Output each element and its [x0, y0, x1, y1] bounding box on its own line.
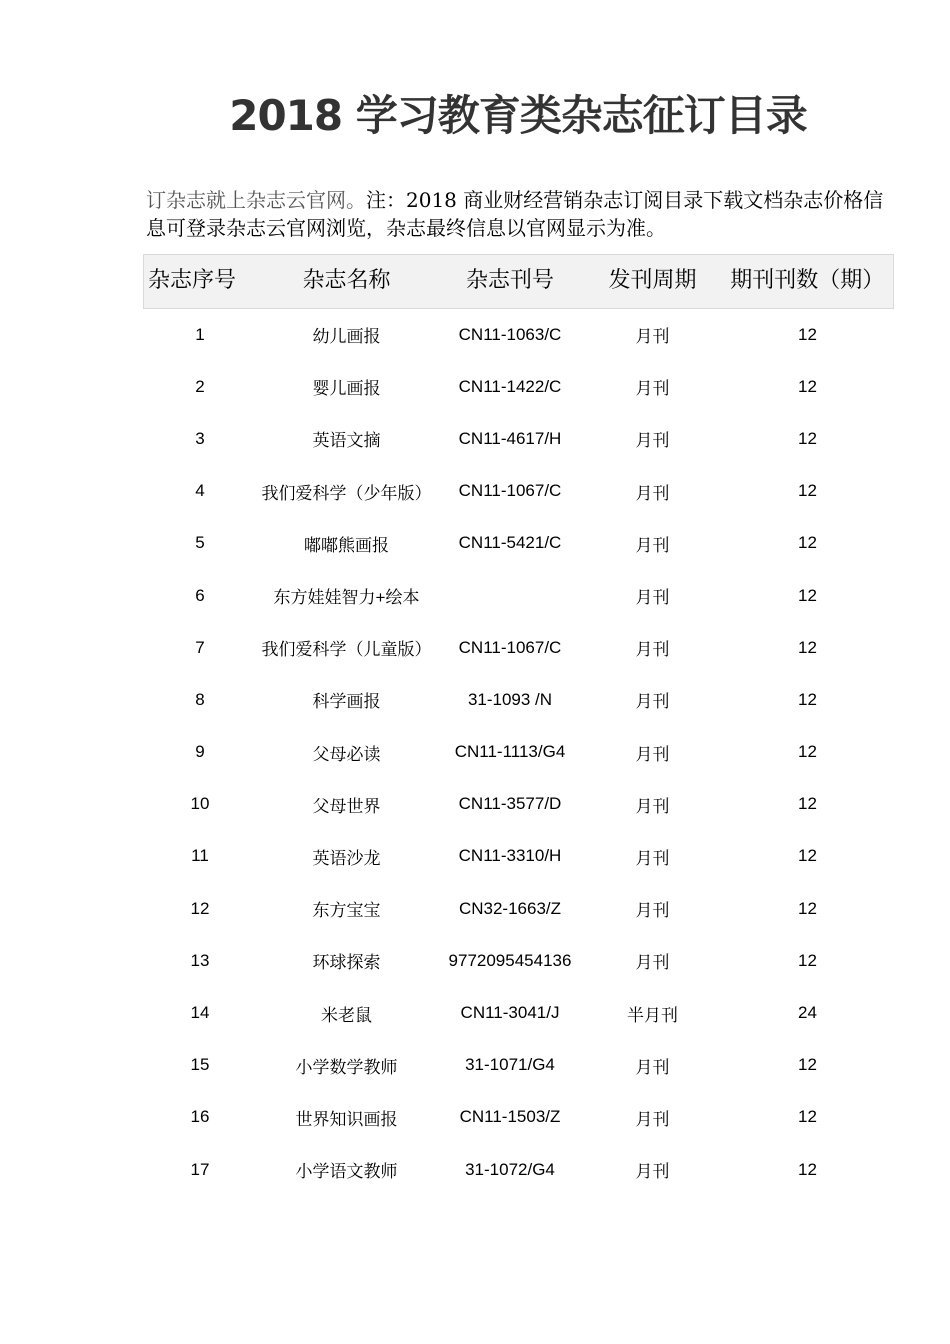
cell-issn: CN11-3310/H: [458, 846, 562, 866]
cell-issue-count: 12: [798, 1159, 817, 1179]
header-publication-cycle: 发刊周期: [584, 255, 722, 309]
table-row: [144, 517, 894, 569]
cell-serial-number: 2: [195, 376, 205, 396]
cell-magazine-name: 东方娃娃智力+绘本: [273, 588, 420, 608]
table-row: [144, 1039, 894, 1091]
cell-magazine-name: 小学语文教师: [295, 1162, 398, 1182]
cell-issn: CN11-3577/D: [458, 794, 562, 814]
cell-serial-number: 7: [195, 637, 205, 657]
cell-serial-number: 3: [195, 428, 205, 448]
page-title: 2018 学习教育类杂志征订目录: [229, 91, 807, 140]
cell-magazine-name: 我们爱科学（儿童版）: [261, 640, 432, 660]
cell-issue-count: 12: [798, 689, 817, 709]
cell-publication-cycle: 月刊: [635, 535, 670, 555]
table-header-row: [144, 255, 894, 309]
table-row: [144, 1144, 894, 1196]
header-magazine-name: 杂志名称: [257, 255, 437, 309]
cell-issn: CN11-1063/C: [458, 324, 562, 344]
cell-issn: 31-1072/G4: [465, 1159, 555, 1179]
cell-issue-count: 12: [798, 376, 817, 396]
cell-serial-number: 5: [195, 533, 205, 553]
table-row: [144, 935, 894, 987]
cell-issn: CN11-1422/C: [458, 376, 562, 396]
cell-magazine-name: 婴儿画报: [312, 379, 381, 399]
intro-note: 注：2018 商业财经营销杂志订阅目录下载文档杂志价格信息可登录杂志云官网浏览，杂志最终信息以官网显示为准。: [146, 188, 884, 240]
cell-serial-number: 12: [190, 898, 210, 918]
cell-issn: CN11-1113/G4: [454, 742, 566, 762]
cell-issue-count: 12: [798, 428, 817, 448]
table-row: [144, 465, 894, 517]
cell-serial-number: 8: [195, 689, 205, 709]
cell-publication-cycle: 月刊: [635, 953, 670, 973]
magazine-table-container: [143, 254, 893, 1196]
cell-issue-count: 12: [798, 324, 817, 344]
header-issue-count: 期刊刊数（期）: [722, 255, 894, 309]
cell-serial-number: 15: [190, 1055, 210, 1075]
cell-issn: CN11-3041/J: [460, 1003, 560, 1023]
cell-issue-count: 12: [798, 846, 817, 866]
cell-issue-count: 12: [798, 1055, 817, 1075]
cell-issue-count: 12: [798, 1107, 817, 1127]
cell-serial-number: 13: [190, 950, 210, 970]
cell-publication-cycle: 月刊: [635, 640, 670, 660]
table-row: [144, 622, 894, 674]
cell-publication-cycle: 月刊: [635, 379, 670, 399]
cell-serial-number: 16: [190, 1107, 210, 1127]
cell-serial-number: 14: [190, 1003, 210, 1023]
cell-publication-cycle: 月刊: [635, 1057, 670, 1077]
cell-serial-number: 17: [190, 1159, 210, 1179]
cell-issn: CN11-5421/C: [458, 533, 562, 553]
cell-magazine-name: 幼儿画报: [312, 327, 381, 347]
cell-publication-cycle: 月刊: [635, 744, 670, 764]
cell-magazine-name: 环球探索: [312, 953, 381, 973]
header-issn: 杂志刊号: [437, 255, 584, 309]
cell-publication-cycle: 月刊: [635, 848, 670, 868]
cell-publication-cycle: 月刊: [635, 901, 670, 921]
table-row: [144, 987, 894, 1039]
cell-magazine-name: 嘟嘟熊画报: [304, 535, 389, 555]
cell-magazine-name: 父母世界: [312, 796, 381, 816]
cell-serial-number: 1: [195, 324, 205, 344]
cell-issue-count: 12: [798, 481, 817, 501]
cell-publication-cycle: 月刊: [635, 796, 670, 816]
cell-publication-cycle: 月刊: [635, 483, 670, 503]
table-row: [144, 726, 894, 778]
magazine-table: [143, 254, 894, 1196]
cell-issue-count: 12: [798, 585, 817, 605]
cell-magazine-name: 英语文摘: [312, 431, 381, 451]
cell-issue-count: 12: [798, 950, 817, 970]
cell-issue-count: 12: [798, 533, 817, 553]
cell-publication-cycle: 月刊: [635, 588, 670, 608]
table-row: [144, 778, 894, 830]
table-row: [144, 361, 894, 413]
cell-publication-cycle: 月刊: [635, 327, 670, 347]
cell-issn: CN11-1067/C: [458, 481, 562, 501]
cell-issue-count: 12: [798, 742, 817, 762]
cell-serial-number: 11: [191, 846, 209, 866]
cell-magazine-name: 米老鼠: [321, 1005, 372, 1025]
intro-paragraph: [146, 186, 896, 242]
table-row: [144, 1091, 894, 1143]
cell-magazine-name: 科学画报: [312, 692, 381, 712]
cell-publication-cycle: 月刊: [635, 692, 670, 712]
cell-issn: CN11-4617/H: [458, 428, 562, 448]
cell-issn: CN11-1503/Z: [459, 1107, 561, 1127]
cell-magazine-name: 父母必读: [312, 744, 381, 764]
table-row: [144, 830, 894, 882]
table-row: [144, 883, 894, 935]
cell-issn: 31-1093 /N: [467, 689, 553, 709]
cell-magazine-name: 世界知识画报: [295, 1109, 398, 1129]
table-body: [144, 309, 894, 1196]
cell-issue-count: 12: [798, 898, 817, 918]
cell-magazine-name: 小学数学教师: [295, 1057, 398, 1077]
cell-serial-number: 6: [195, 585, 205, 605]
cell-issue-count: 24: [798, 1003, 817, 1023]
cell-publication-cycle: 月刊: [635, 431, 670, 451]
cell-magazine-name: 我们爱科学（少年版）: [261, 483, 432, 503]
header-serial-number: 杂志序号: [144, 255, 257, 309]
cell-magazine-name: 英语沙龙: [312, 848, 381, 868]
cell-magazine-name: 东方宝宝: [312, 901, 381, 921]
cell-publication-cycle: 半月刊: [627, 1005, 678, 1025]
cell-issn: CN32-1663/Z: [458, 898, 562, 918]
table-row: [144, 309, 894, 361]
cell-issn: CN11-1067/C: [458, 637, 562, 657]
table-row: [144, 674, 894, 726]
cell-publication-cycle: 月刊: [635, 1162, 670, 1182]
cell-issue-count: 12: [798, 637, 817, 657]
cell-publication-cycle: 月刊: [635, 1109, 670, 1129]
intro-link-text[interactable]: 订杂志就上杂志云官网。: [146, 188, 366, 212]
cell-issn: 9772095454136: [448, 950, 572, 970]
cell-issue-count: 12: [798, 794, 817, 814]
table-row: [144, 413, 894, 465]
cell-serial-number: 4: [195, 481, 205, 501]
cell-issn: 31-1071/G4: [465, 1055, 555, 1075]
table-row: [144, 569, 894, 621]
cell-issn: [437, 569, 584, 621]
cell-serial-number: 9: [195, 742, 205, 762]
cell-serial-number: 10: [190, 794, 210, 814]
